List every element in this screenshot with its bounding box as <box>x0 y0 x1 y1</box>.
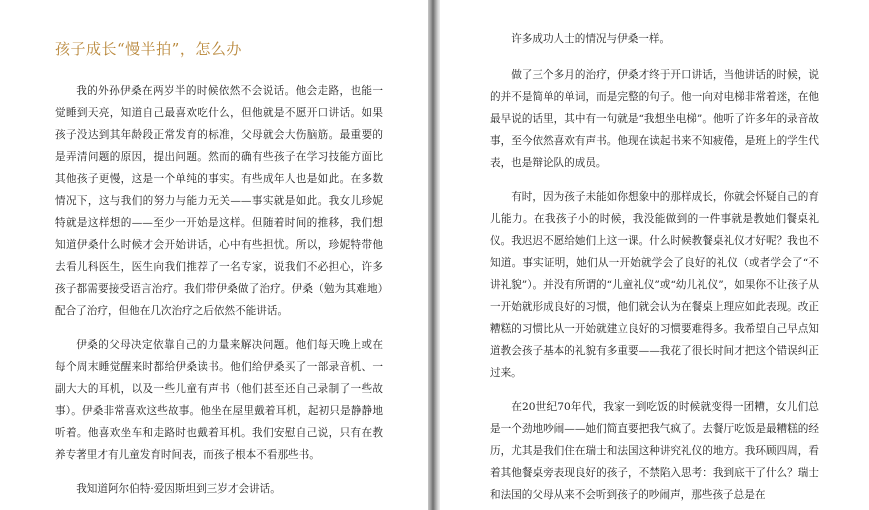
left-page <box>0 0 428 510</box>
left-paragraph-1: 我的外孙伊桑在两岁半的时候依然不会说话。他会走路，也能一觉睡到天亮，知道自己最喜欢吃什么，但他就是不愿开口讲话。如果孩子没达到其年龄段正常发育的标准，父母就会大伤脑筋。最重要的是弄清问题的原因，提出问题。然而的确有些孩子在学习技能方面比其他孩子更慢，这是一个单纯的事实。有些成年人也是如此。在多数情况下，这与我们的努力与能力无关——事实就是如此。我女儿珍妮特就是这样想的——至少一开始是这样。但随着时间的推移，我们想知道伊桑什么时候才会开始讲话，心中有些担忧。所以，珍妮特带他去看儿科医生，医生向我们推荐了一名专家，说我们不必担心，许多孩子都需要接受语言治疗。我们带伊桑做了治疗。伊桑（勉为其难地）配合了治疗，但他在几次治疗之后依然不能讲话。 <box>55 85 383 317</box>
right-page <box>440 0 869 510</box>
page-gutter <box>428 0 440 510</box>
right-paragraph-2: 做了三个多月的治疗，伊桑才终于开口讲话，当他讲话的时候，说的并不是简单的单词，而是完整的句子。他一向对电梯非常着迷，在他最早说的话里，其中有一句就是“我想坐电梯”。他听了许多年的录音故事，至今依然喜欢有声书。他现在读起书来不知疲倦，是班上的学生代表，也是辩论队的成员。 <box>490 69 819 169</box>
right-paragraph-4: 在20世纪70年代，我家一到吃饭的时候就变得一团糟，女儿们总是一个劲地吵闹——她们简直要把我气疯了。去餐厅吃饭是最糟糕的经历，尤其是我们住在瑞士和法国这种讲究礼仪的地方。我环顾四周，看着其他餐桌旁表现良好的孩子，不禁陷入思考：我到底干了什么？瑞士和法国的父母从来不会听到孩子的吵闹声，那些孩子总是在 <box>490 401 819 501</box>
right-paragraph-1: 许多成功人士的情况与伊桑一样。 <box>511 33 671 45</box>
chapter-title: 孩子成长“慢半拍”，怎么办 <box>55 40 242 58</box>
left-paragraph-2: 伊桑的父母决定依靠自己的力量来解决问题。他们每天晚上或在每个周末睡觉醒来时都给伊桑读书。他们给伊桑买了一部录音机、一副大大的耳机，以及一些儿童有声书（他们甚至还自己录制了一些故事）。伊桑非常喜欢这些故事。他坐在屋里戴着耳机，起初只是静静地听着。他喜欢坐车和走路时也戴着耳机。我们安慰自己说，只有在教养专著里才有儿童发育时间表，而孩子根本不看那些书。 <box>55 339 383 461</box>
left-paragraph-3: 我知道阿尔伯特·爱因斯坦到三岁才会讲话。 <box>76 483 281 495</box>
right-paragraph-3: 有时，因为孩子未能如你想象中的那样成长，你就会怀疑自己的育儿能力。在我孩子小的时候，我没能做到的一件事就是教她们餐桌礼仪。我迟迟不愿给她们上这一课。什么时候教餐桌礼仪才好呢？我也不知道。事实证明，她们从一开始就学会了良好的礼仪（或者学会了“不讲礼貌”）。并没有所谓的“儿童礼仪”或“幼儿礼仪”，如果你不让孩子从一开始就形成良好的习惯，他们就会认为在餐桌上理应如此表现。改正糟糕的习惯比从一开始就建立良好的习惯要难得多。我希望自己早点知道教会孩子基本的礼貌有多重要——我花了很长时间才把这个错误纠正过来。 <box>490 191 819 379</box>
